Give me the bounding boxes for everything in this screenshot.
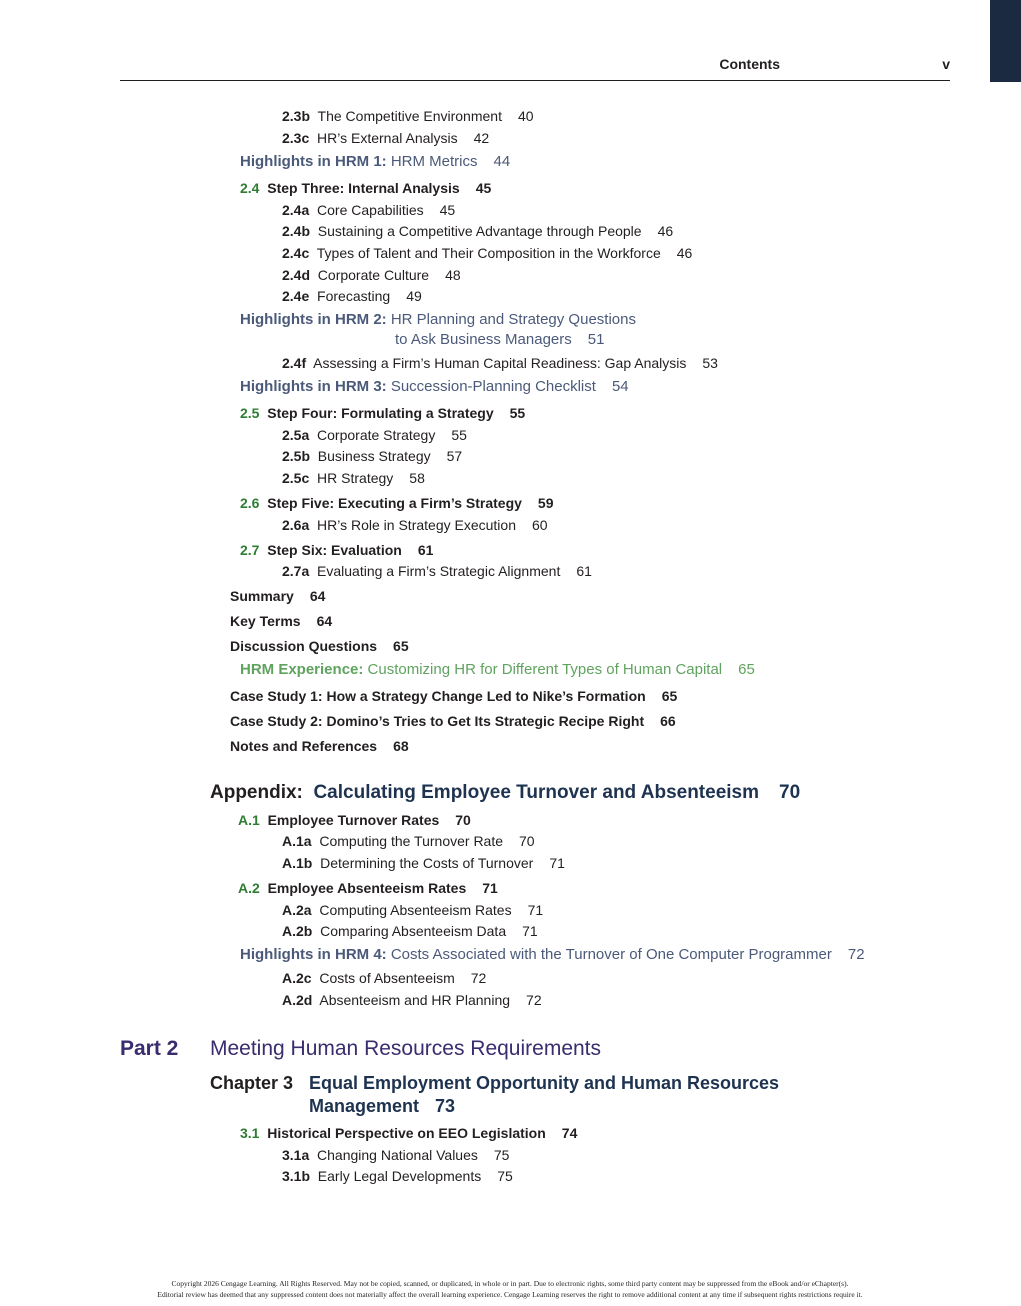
copyright-notice-line-1: Copyright 2026 Cengage Learning. All Rights Reserved. May not be copied, scanned, or duplicated, in whole or in part. Due to electronic rights, some third party content may be suppressed from the eBook and/or eChapter(s). [171,1279,849,1288]
toc-section-a-2[interactable]: A.2 Employee Absenteeism Rates 71 [238,880,498,896]
toc-subsection-2-7a[interactable]: 2.7a Evaluating a Firm’s Strategic Alignment 61 [282,563,592,579]
toc-highlight-4[interactable]: Highlights in HRM 4: Costs Associated with the Turnover of One Computer Programmer 72 [240,946,865,963]
toc-highlight-2[interactable]: Highlights in HRM 2: HR Planning and Strategy Questions [240,311,636,328]
toc-part-2[interactable]: Part 2 [120,1037,179,1060]
toc-subsection-2-3c[interactable]: 2.3c HR’s External Analysis 42 [282,130,490,146]
toc-case-study-2[interactable]: Case Study 2: Domino’s Tries to Get Its Strategic Recipe Right 66 [230,713,676,729]
toc-subsection-2-4c[interactable]: 2.4c Types of Talent and Their Composition in the Workforce 46 [282,245,693,261]
toc-subsection-a-2c[interactable]: A.2c Costs of Absenteeism 72 [282,970,487,986]
toc-subsection-2-5c[interactable]: 2.5c HR Strategy 58 [282,470,425,486]
toc-subsection-2-6a[interactable]: 2.6a HR’s Role in Strategy Execution 60 [282,517,548,533]
toc-subsection-a-1a[interactable]: A.1a Computing the Turnover Rate 70 [282,833,535,849]
toc-subsection-a-2a[interactable]: A.2a Computing Absenteeism Rates 71 [282,902,544,918]
toc-summary[interactable]: Summary 64 [230,588,326,604]
copyright-notice-line-2: Editorial review has deemed that any suppressed content does not materially affect the overall learning experience. Cengage Learning reserves the right to remove additional content at any time if subsequent rights restrictions require it. [157,1290,863,1299]
toc-subsection-2-4f[interactable]: 2.4f Assessing a Firm’s Human Capital Readiness: Gap Analysis 53 [282,355,718,371]
toc-notes-references[interactable]: Notes and References 68 [230,738,409,754]
toc-subsection-a-2b[interactable]: A.2b Comparing Absenteeism Data 71 [282,923,538,939]
corner-tab [990,0,1021,82]
toc-highlight-1[interactable]: Highlights in HRM 1: HRM Metrics 44 [240,153,511,170]
toc-subsection-2-4e[interactable]: 2.4e Forecasting 49 [282,288,422,304]
toc-key-terms[interactable]: Key Terms 64 [230,613,333,629]
toc-section-2-5[interactable]: 2.5 Step Four: Formulating a Strategy 55 [240,405,526,421]
toc-section-a-1[interactable]: A.1 Employee Turnover Rates 70 [238,812,471,828]
toc-subsection-3-1b[interactable]: 3.1b Early Legal Developments 75 [282,1168,513,1184]
toc-subsection-2-4d[interactable]: 2.4d Corporate Culture 48 [282,267,461,283]
toc-subsection-2-5b[interactable]: 2.5b Business Strategy 57 [282,448,463,464]
toc-case-study-1[interactable]: Case Study 1: How a Strategy Change Led to Nike’s Formation 65 [230,688,678,704]
toc-subsection-3-1a[interactable]: 3.1a Changing National Values 75 [282,1147,510,1163]
toc-highlight-2-continued[interactable]: to Ask Business Managers 51 [395,331,605,348]
toc-discussion-questions[interactable]: Discussion Questions 65 [230,638,409,654]
toc-subsection-a-2d[interactable]: A.2d Absenteeism and HR Planning 72 [282,992,542,1008]
toc-section-2-4[interactable]: 2.4 Step Three: Internal Analysis 45 [240,180,492,196]
toc-chapter-3[interactable]: Chapter 3 [210,1073,294,1093]
toc-subsection-2-4a[interactable]: 2.4a Core Capabilities 45 [282,202,456,218]
toc-subsection-2-5a[interactable]: 2.5a Corporate Strategy 55 [282,427,467,443]
toc-highlight-3[interactable]: Highlights in HRM 3: Succession-Planning Checklist 54 [240,378,629,395]
toc-subsection-2-3b[interactable]: 2.3b The Competitive Environment 40 [282,108,534,124]
toc-subsection-a-1b[interactable]: A.1b Determining the Costs of Turnover 71 [282,855,565,871]
page-number: v [942,56,950,72]
toc-subsection-2-4b[interactable]: 2.4b Sustaining a Competitive Advantage through People 46 [282,223,674,239]
toc-chapter-3-title[interactable]: Equal Employment Opportunity and Human Resources [309,1073,780,1093]
toc-section-2-6[interactable]: 2.6 Step Five: Executing a Firm’s Strategy 59 [240,495,554,511]
toc-section-2-7[interactable]: 2.7 Step Six: Evaluation 61 [240,542,434,558]
header-rule [120,80,950,81]
toc-part-2-title[interactable]: Meeting Human Resources Requirements [210,1037,602,1060]
toc-chapter-3-title-continued[interactable]: Management 73 [309,1096,456,1116]
toc-appendix[interactable]: Appendix: Calculating Employee Turnover and Absenteeism 70 [210,782,801,803]
running-header-title: Contents [719,56,780,72]
toc-section-3-1[interactable]: 3.1 Historical Perspective on EEO Legislation 74 [240,1125,578,1141]
toc-hrm-experience[interactable]: HRM Experience: Customizing HR for Different Types of Human Capital 65 [240,661,755,678]
